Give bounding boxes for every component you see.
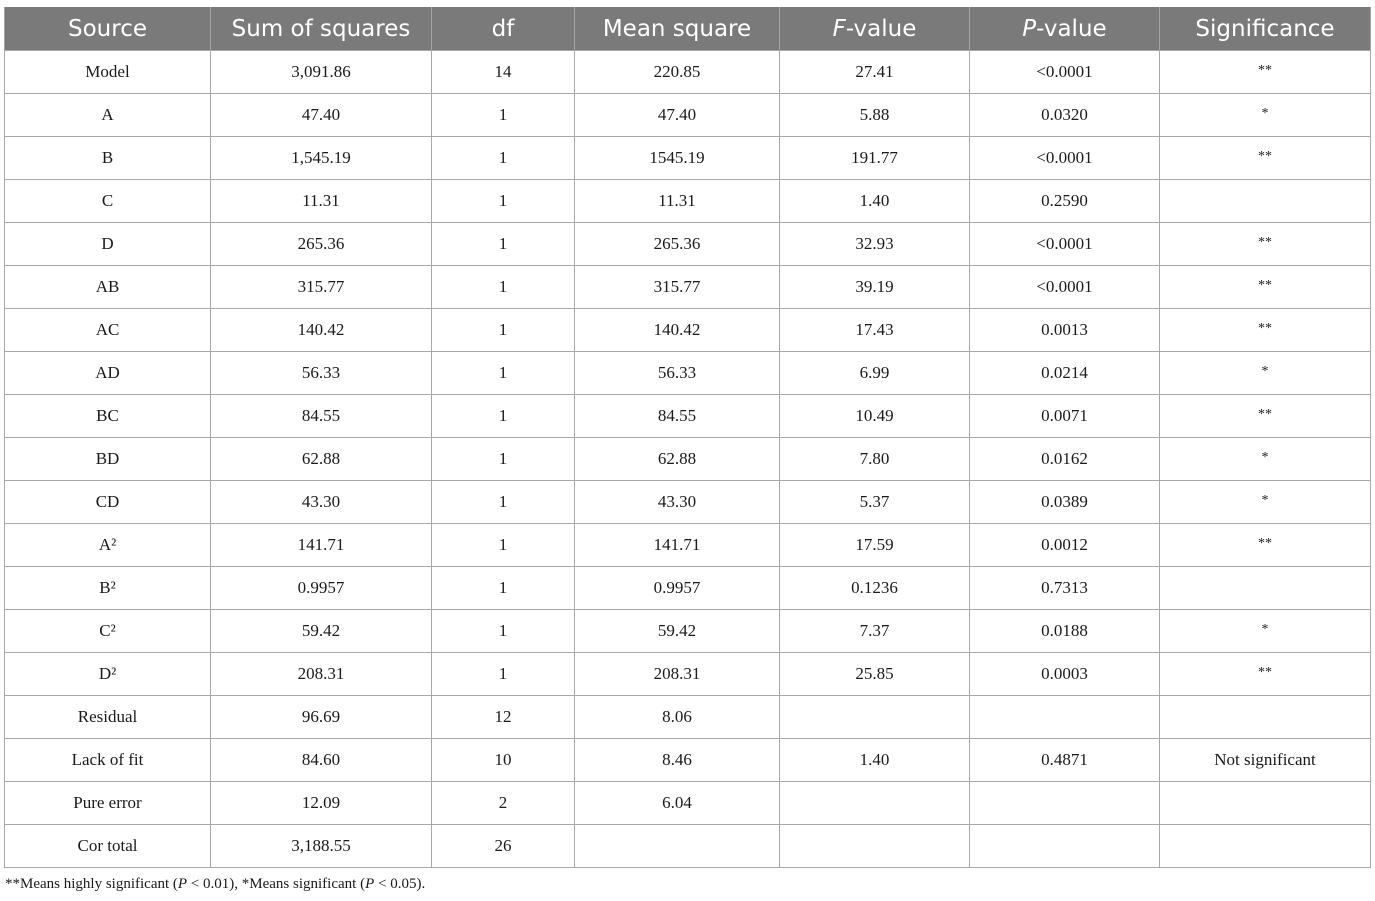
cell-p-value: 0.0320 xyxy=(970,94,1160,137)
col-header-source: Source xyxy=(5,7,211,51)
cell-source: AC xyxy=(5,309,211,352)
cell-source: Model xyxy=(5,51,211,94)
cell-mean-square: 84.55 xyxy=(575,395,780,438)
cell-significance xyxy=(1160,782,1371,825)
cell-mean-square: 8.46 xyxy=(575,739,780,782)
significance-marker: * xyxy=(1261,106,1269,121)
cell-p-value: <0.0001 xyxy=(970,51,1160,94)
significance-marker: ** xyxy=(1258,235,1272,250)
table-row xyxy=(5,266,1371,309)
cell-sum-of-squares: 11.31 xyxy=(211,180,432,223)
cell-significance xyxy=(1160,395,1371,438)
table-row xyxy=(5,309,1371,352)
significance-marker: ** xyxy=(1258,407,1272,422)
cell-f-value xyxy=(780,825,970,868)
cell-p-value: 0.0012 xyxy=(970,524,1160,567)
table-row xyxy=(5,782,1371,825)
cell-f-value: 5.88 xyxy=(780,94,970,137)
significance-marker: * xyxy=(1261,450,1269,465)
significance-marker: ** xyxy=(1258,665,1272,680)
cell-f-value: 7.37 xyxy=(780,610,970,653)
cell-source: B² xyxy=(5,567,211,610)
significance-marker: ** xyxy=(1258,278,1272,293)
cell-sum-of-squares: 315.77 xyxy=(211,266,432,309)
cell-p-value: <0.0001 xyxy=(970,137,1160,180)
cell-f-value: 17.43 xyxy=(780,309,970,352)
cell-f-value: 1.40 xyxy=(780,180,970,223)
table-row xyxy=(5,653,1371,696)
footnote-part2: < 0.01), *Means significant ( xyxy=(187,876,366,892)
p-symbol: P xyxy=(1022,15,1037,42)
cell-df: 1 xyxy=(432,395,575,438)
f-symbol: F xyxy=(832,15,846,42)
cell-source: CD xyxy=(5,481,211,524)
cell-df: 1 xyxy=(432,309,575,352)
cell-sum-of-squares: 0.9957 xyxy=(211,567,432,610)
cell-df: 1 xyxy=(432,524,575,567)
cell-mean-square: 0.9957 xyxy=(575,567,780,610)
cell-significance xyxy=(1160,438,1371,481)
significance-marker: * xyxy=(1261,364,1269,379)
table-body xyxy=(5,51,1371,868)
cell-mean-square: 59.42 xyxy=(575,610,780,653)
cell-p-value: 0.0003 xyxy=(970,653,1160,696)
cell-f-value: 39.19 xyxy=(780,266,970,309)
col-header-p-value xyxy=(970,7,1160,51)
cell-df: 1 xyxy=(432,266,575,309)
cell-sum-of-squares: 1,545.19 xyxy=(211,137,432,180)
cell-significance xyxy=(1160,567,1371,610)
cell-p-value: 0.4871 xyxy=(970,739,1160,782)
cell-mean-square: 265.36 xyxy=(575,223,780,266)
cell-source: Residual xyxy=(5,696,211,739)
cell-f-value: 32.93 xyxy=(780,223,970,266)
cell-f-value: 27.41 xyxy=(780,51,970,94)
cell-source: D xyxy=(5,223,211,266)
cell-sum-of-squares: 56.33 xyxy=(211,352,432,395)
cell-p-value xyxy=(970,782,1160,825)
cell-significance xyxy=(1160,653,1371,696)
cell-source: BC xyxy=(5,395,211,438)
cell-significance xyxy=(1160,610,1371,653)
col-header-sum-of-squares: Sum of squares xyxy=(211,7,432,51)
cell-df: 1 xyxy=(432,481,575,524)
cell-significance xyxy=(1160,524,1371,567)
cell-p-value: 0.0013 xyxy=(970,309,1160,352)
cell-sum-of-squares: 47.40 xyxy=(211,94,432,137)
cell-significance xyxy=(1160,266,1371,309)
table-row xyxy=(5,438,1371,481)
cell-df: 1 xyxy=(432,223,575,266)
cell-f-value: 17.59 xyxy=(780,524,970,567)
table-row xyxy=(5,739,1371,782)
cell-significance xyxy=(1160,51,1371,94)
cell-df: 1 xyxy=(432,137,575,180)
cell-source: A xyxy=(5,94,211,137)
cell-p-value: <0.0001 xyxy=(970,266,1160,309)
cell-f-value: 7.80 xyxy=(780,438,970,481)
table-row xyxy=(5,524,1371,567)
table-row xyxy=(5,94,1371,137)
cell-p-value: 0.7313 xyxy=(970,567,1160,610)
table-row xyxy=(5,223,1371,266)
cell-df: 1 xyxy=(432,610,575,653)
cell-sum-of-squares: 43.30 xyxy=(211,481,432,524)
cell-f-value: 6.99 xyxy=(780,352,970,395)
p-suffix: -value xyxy=(1036,15,1107,42)
cell-mean-square: 6.04 xyxy=(575,782,780,825)
cell-sum-of-squares: 59.42 xyxy=(211,610,432,653)
cell-significance xyxy=(1160,223,1371,266)
cell-significance xyxy=(1160,180,1371,223)
cell-df: 12 xyxy=(432,696,575,739)
cell-mean-square: 141.71 xyxy=(575,524,780,567)
anova-table xyxy=(4,7,1371,868)
col-header-significance: Significance xyxy=(1160,7,1371,51)
cell-source: Lack of fit xyxy=(5,739,211,782)
cell-mean-square: 62.88 xyxy=(575,438,780,481)
cell-df: 1 xyxy=(432,438,575,481)
cell-df: 10 xyxy=(432,739,575,782)
cell-significance: Not significant xyxy=(1160,739,1371,782)
cell-source: A² xyxy=(5,524,211,567)
footnote-part3: < 0.05). xyxy=(374,876,426,892)
table-row xyxy=(5,395,1371,438)
cell-f-value xyxy=(780,782,970,825)
cell-p-value: 0.0071 xyxy=(970,395,1160,438)
cell-significance xyxy=(1160,825,1371,868)
cell-sum-of-squares: 84.60 xyxy=(211,739,432,782)
cell-sum-of-squares: 62.88 xyxy=(211,438,432,481)
cell-p-value: 0.0214 xyxy=(970,352,1160,395)
cell-mean-square: 315.77 xyxy=(575,266,780,309)
cell-significance xyxy=(1160,352,1371,395)
cell-f-value: 5.37 xyxy=(780,481,970,524)
cell-mean-square: 1545.19 xyxy=(575,137,780,180)
cell-f-value: 191.77 xyxy=(780,137,970,180)
cell-sum-of-squares: 12.09 xyxy=(211,782,432,825)
table-row xyxy=(5,51,1371,94)
cell-df: 1 xyxy=(432,180,575,223)
cell-sum-of-squares: 96.69 xyxy=(211,696,432,739)
header-row xyxy=(5,7,1371,51)
cell-mean-square: 140.42 xyxy=(575,309,780,352)
cell-mean-square: 56.33 xyxy=(575,352,780,395)
cell-source: AD xyxy=(5,352,211,395)
cell-significance xyxy=(1160,309,1371,352)
cell-source: D² xyxy=(5,653,211,696)
cell-mean-square: 47.40 xyxy=(575,94,780,137)
cell-f-value: 10.49 xyxy=(780,395,970,438)
cell-mean-square: 8.06 xyxy=(575,696,780,739)
footnote-p2: P xyxy=(365,876,375,892)
significance-marker: ** xyxy=(1258,321,1272,336)
cell-f-value: 0.1236 xyxy=(780,567,970,610)
footnote-p1: P xyxy=(177,876,188,892)
table-row xyxy=(5,137,1371,180)
cell-f-value xyxy=(780,696,970,739)
cell-significance xyxy=(1160,137,1371,180)
footnote-part1: **Means highly significant ( xyxy=(5,876,178,892)
cell-p-value: 0.0162 xyxy=(970,438,1160,481)
significance-marker: * xyxy=(1261,493,1269,508)
cell-p-value: 0.0188 xyxy=(970,610,1160,653)
cell-sum-of-squares: 3,188.55 xyxy=(211,825,432,868)
cell-source: AB xyxy=(5,266,211,309)
cell-df: 2 xyxy=(432,782,575,825)
f-suffix: -value xyxy=(845,15,917,42)
cell-p-value xyxy=(970,696,1160,739)
significance-marker: * xyxy=(1261,622,1269,637)
cell-p-value: <0.0001 xyxy=(970,223,1160,266)
cell-mean-square: 11.31 xyxy=(575,180,780,223)
table-row xyxy=(5,696,1371,739)
table-row xyxy=(5,481,1371,524)
cell-sum-of-squares: 141.71 xyxy=(211,524,432,567)
col-header-mean-square: Mean square xyxy=(575,7,780,51)
cell-f-value: 1.40 xyxy=(780,739,970,782)
cell-sum-of-squares: 3,091.86 xyxy=(211,51,432,94)
cell-source: C² xyxy=(5,610,211,653)
table-row xyxy=(5,352,1371,395)
cell-p-value: 0.2590 xyxy=(970,180,1160,223)
cell-df: 1 xyxy=(432,567,575,610)
col-header-df: df xyxy=(432,7,575,51)
cell-df: 14 xyxy=(432,51,575,94)
cell-significance xyxy=(1160,696,1371,739)
significance-marker: ** xyxy=(1258,63,1272,78)
cell-df: 1 xyxy=(432,94,575,137)
table-footnote xyxy=(5,876,425,893)
cell-f-value: 25.85 xyxy=(780,653,970,696)
table-row xyxy=(5,180,1371,223)
cell-source: Cor total xyxy=(5,825,211,868)
cell-source: Pure error xyxy=(5,782,211,825)
cell-mean-square: 208.31 xyxy=(575,653,780,696)
cell-mean-square: 220.85 xyxy=(575,51,780,94)
cell-sum-of-squares: 140.42 xyxy=(211,309,432,352)
cell-significance xyxy=(1160,481,1371,524)
cell-source: C xyxy=(5,180,211,223)
cell-mean-square xyxy=(575,825,780,868)
cell-sum-of-squares: 208.31 xyxy=(211,653,432,696)
cell-source: BD xyxy=(5,438,211,481)
cell-source: B xyxy=(5,137,211,180)
cell-df: 26 xyxy=(432,825,575,868)
cell-p-value xyxy=(970,825,1160,868)
cell-df: 1 xyxy=(432,352,575,395)
cell-sum-of-squares: 265.36 xyxy=(211,223,432,266)
cell-df: 1 xyxy=(432,653,575,696)
significance-marker: ** xyxy=(1258,536,1272,551)
col-header-f-value xyxy=(780,7,970,51)
table-row xyxy=(5,610,1371,653)
table-row xyxy=(5,825,1371,868)
cell-p-value: 0.0389 xyxy=(970,481,1160,524)
significance-marker: ** xyxy=(1258,149,1272,164)
cell-mean-square: 43.30 xyxy=(575,481,780,524)
table-row xyxy=(5,567,1371,610)
cell-significance xyxy=(1160,94,1371,137)
cell-sum-of-squares: 84.55 xyxy=(211,395,432,438)
